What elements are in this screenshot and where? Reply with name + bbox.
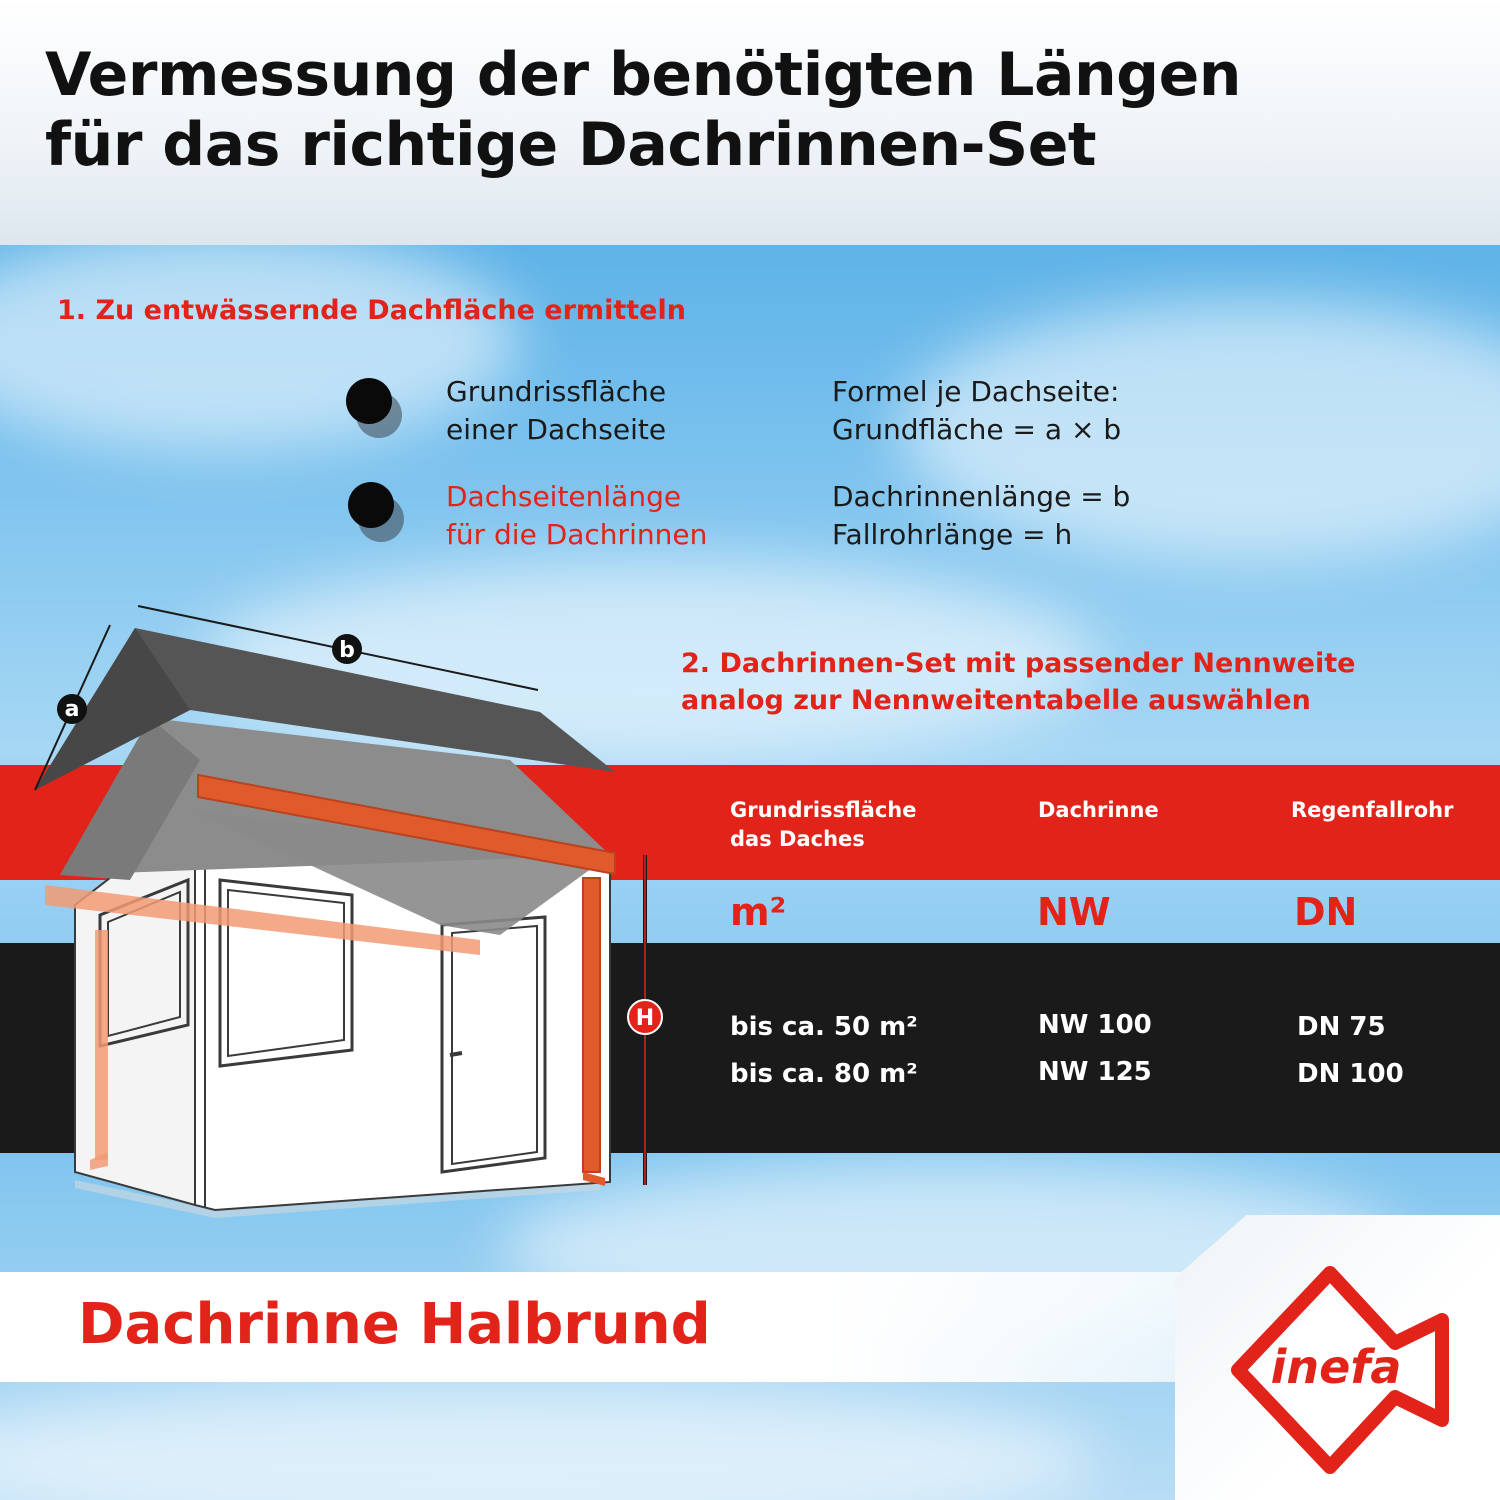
table-cell-gutter-2: NW 125 [1038,1057,1152,1087]
step2-heading: 2. Dachrinnen-Set mit passender Nennweite analog zur Nennweitentabelle auswählen [681,648,1356,716]
page-title [45,40,1465,180]
unit-dn: DN [1294,890,1358,934]
unit-area: m² [730,890,787,934]
inefa-logo [1230,1265,1470,1475]
page-title-line1: Vermessung der benötigten Längen [45,40,1242,110]
roof-area-dot-icon [346,378,394,426]
table-cell-area-2: bis ca. 80 m² [730,1059,918,1089]
table-cell-area-1: bis ca. 50 m² [730,1012,918,1042]
table-header-gutter: Dachrinne [1038,798,1159,822]
legend-formula-roof-length: Dachrinnenlänge = b Fallrohrlänge = h [832,480,1131,551]
legend-label-roof-length: Dachseitenlänge für die Dachrinnen [446,480,708,551]
page-title-line2: für das richtige Dachrinnen-Set [45,110,1097,180]
cloud [0,230,520,450]
step1-heading: 1. Zu entwässernde Dachfläche ermitteln [57,295,686,326]
table-header-roof-area: Grundrissfläche das Daches [730,798,917,851]
table-cell-pipe-1: DN 75 [1297,1012,1386,1042]
product-title: Dachrinne Halbrund [78,1292,711,1357]
house-diagram [0,590,680,1230]
roof-length-dot-icon [348,482,396,530]
label-a: a [64,697,80,722]
table-cell-gutter-1: NW 100 [1038,1010,1152,1040]
legend-formula-roof-area: Formel je Dachseite: Grundfläche = a × b [832,375,1122,446]
downpipe-left [95,930,108,1160]
unit-nw: NW [1037,890,1111,934]
table-header-downpipe: Regenfallrohr [1291,798,1454,822]
label-b: b [339,638,355,663]
brand-name: inefa [1270,1340,1402,1394]
cloud [0,1380,1100,1500]
label-h: H [635,1006,655,1031]
legend-label-roof-area: Grundrissfläche einer Dachseite [446,375,667,446]
downpipe-right [583,878,600,1172]
table-cell-pipe-2: DN 100 [1297,1059,1404,1089]
